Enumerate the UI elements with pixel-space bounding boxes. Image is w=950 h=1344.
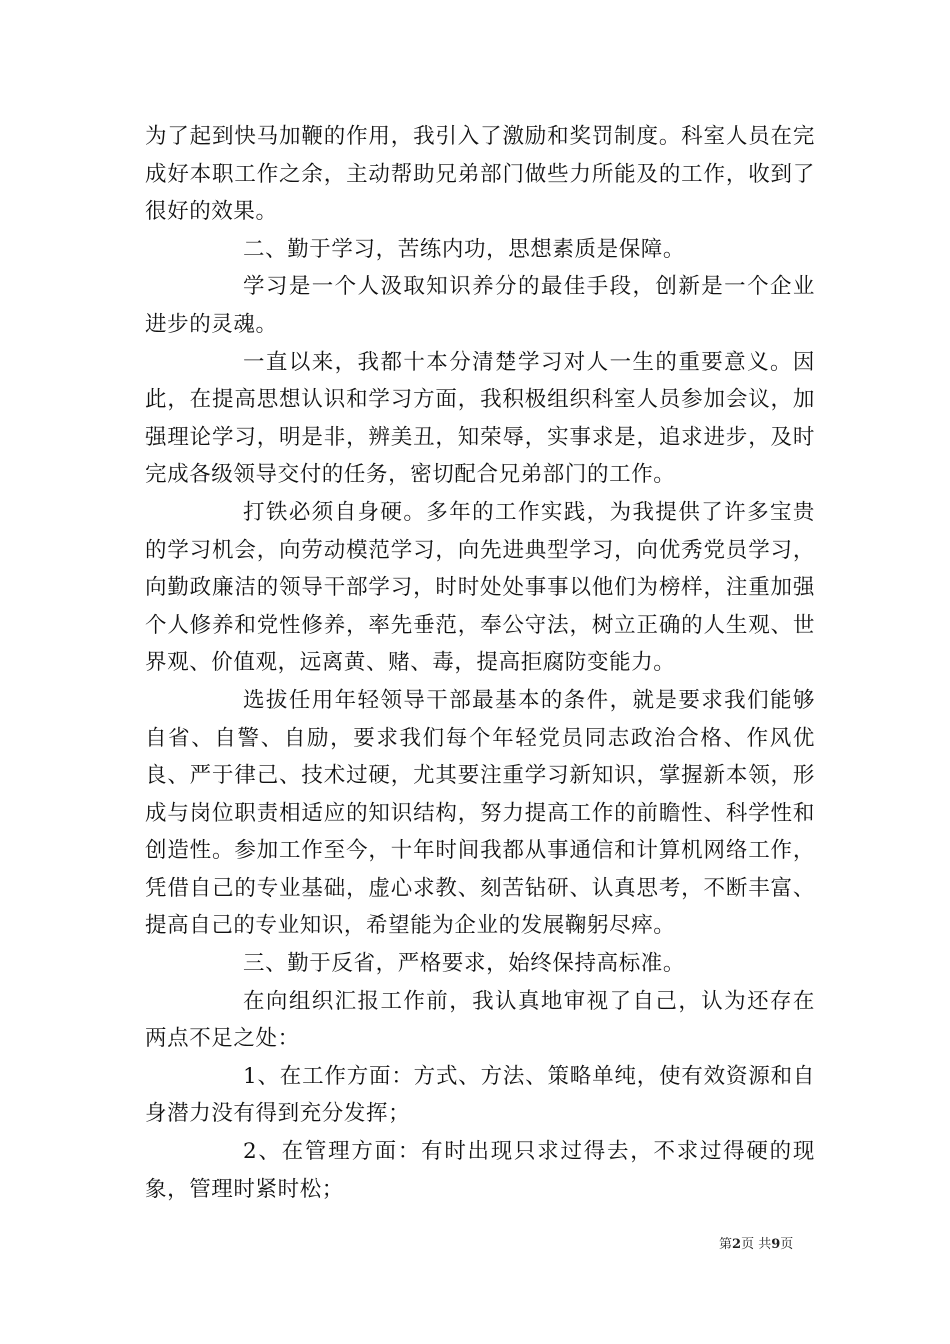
paragraph-4: 一直以来，我都十本分清楚学习对人一生的重要意义。因此，在提高思想认识和学习方面，我积极组织科室人员参加会议，加强理论学习，明是非，辨美丑，知荣辱，实事求是，追求进步，及时完成各级领导交付的任务，密切配合兄弟部门的工作。 [145, 349, 815, 488]
footer-suffix: 页 [780, 1237, 794, 1252]
footer-total-pages: 9 [771, 1237, 781, 1252]
section-heading-3: 三、勤于反省，严格要求，始终保持高标准。 [243, 951, 686, 977]
footer-prefix: 第 [719, 1237, 733, 1252]
page-number-footer [719, 1233, 793, 1252]
document-body [145, 118, 815, 1208]
paragraph-5: 打铁必须自身硬。多年的工作实践，为我提供了许多宝贵的学习机会，向劳动模范学习，向先进典型学习，向优秀党员学习，向勤政廉洁的领导干部学习，时时处处事事以他们为榜样，注重加强个人修养和党性修养，率先垂范，奉公守法，树立正确的人生观、世界观、价值观，远离黄、赌、毒，提高拒腐防变能力。 [145, 499, 815, 676]
paragraph-8: 在向组织汇报工作前，我认真地审视了自己，认为还存在两点不足之处： [145, 988, 815, 1052]
paragraph-3: 学习是一个人汲取知识养分的最佳手段，创新是一个企业进步的灵魂。 [145, 274, 815, 337]
section-heading-2: 二、勤于学习，苦练内功，思想素质是保障。 [243, 236, 686, 262]
paragraph-6: 选拔任用年轻领导干部最基本的条件，就是要求我们能够自省、自警、自励，要求我们每个年轻党员同志政治合格、作风优良、严于律己、技术过硬，尤其要注重学习新知识，掌握新本领，形成与岗位职责相适应的知识结构，努力提高工作的前瞻性、科学性和创造性。参加工作至今，十年时间我都从事通信和计算机网络工作，凭借自己的专业基础，虚心求教、刻苦钻研、认真思考，不断丰富、提高自己的专业知识，希望能为企业的发展鞠躬尽瘁。 [145, 687, 815, 939]
footer-middle: 页 共 [741, 1237, 772, 1252]
footer-current-page: 2 [732, 1237, 742, 1252]
list-item-2: 2、在管理方面：有时出现只求过得去，不求过得硬的现象，管理时紧时松； [145, 1139, 815, 1202]
list-item-1: 1、在工作方面：方式、方法、策略单纯，使有效资源和自身潜力没有得到充分发挥； [145, 1063, 815, 1127]
paragraph-1: 为了起到快马加鞭的作用，我引入了激励和奖罚制度。科室人员在完成好本职工作之余，主动帮助兄弟部门做些力所能及的工作，收到了很好的效果。 [145, 124, 815, 225]
